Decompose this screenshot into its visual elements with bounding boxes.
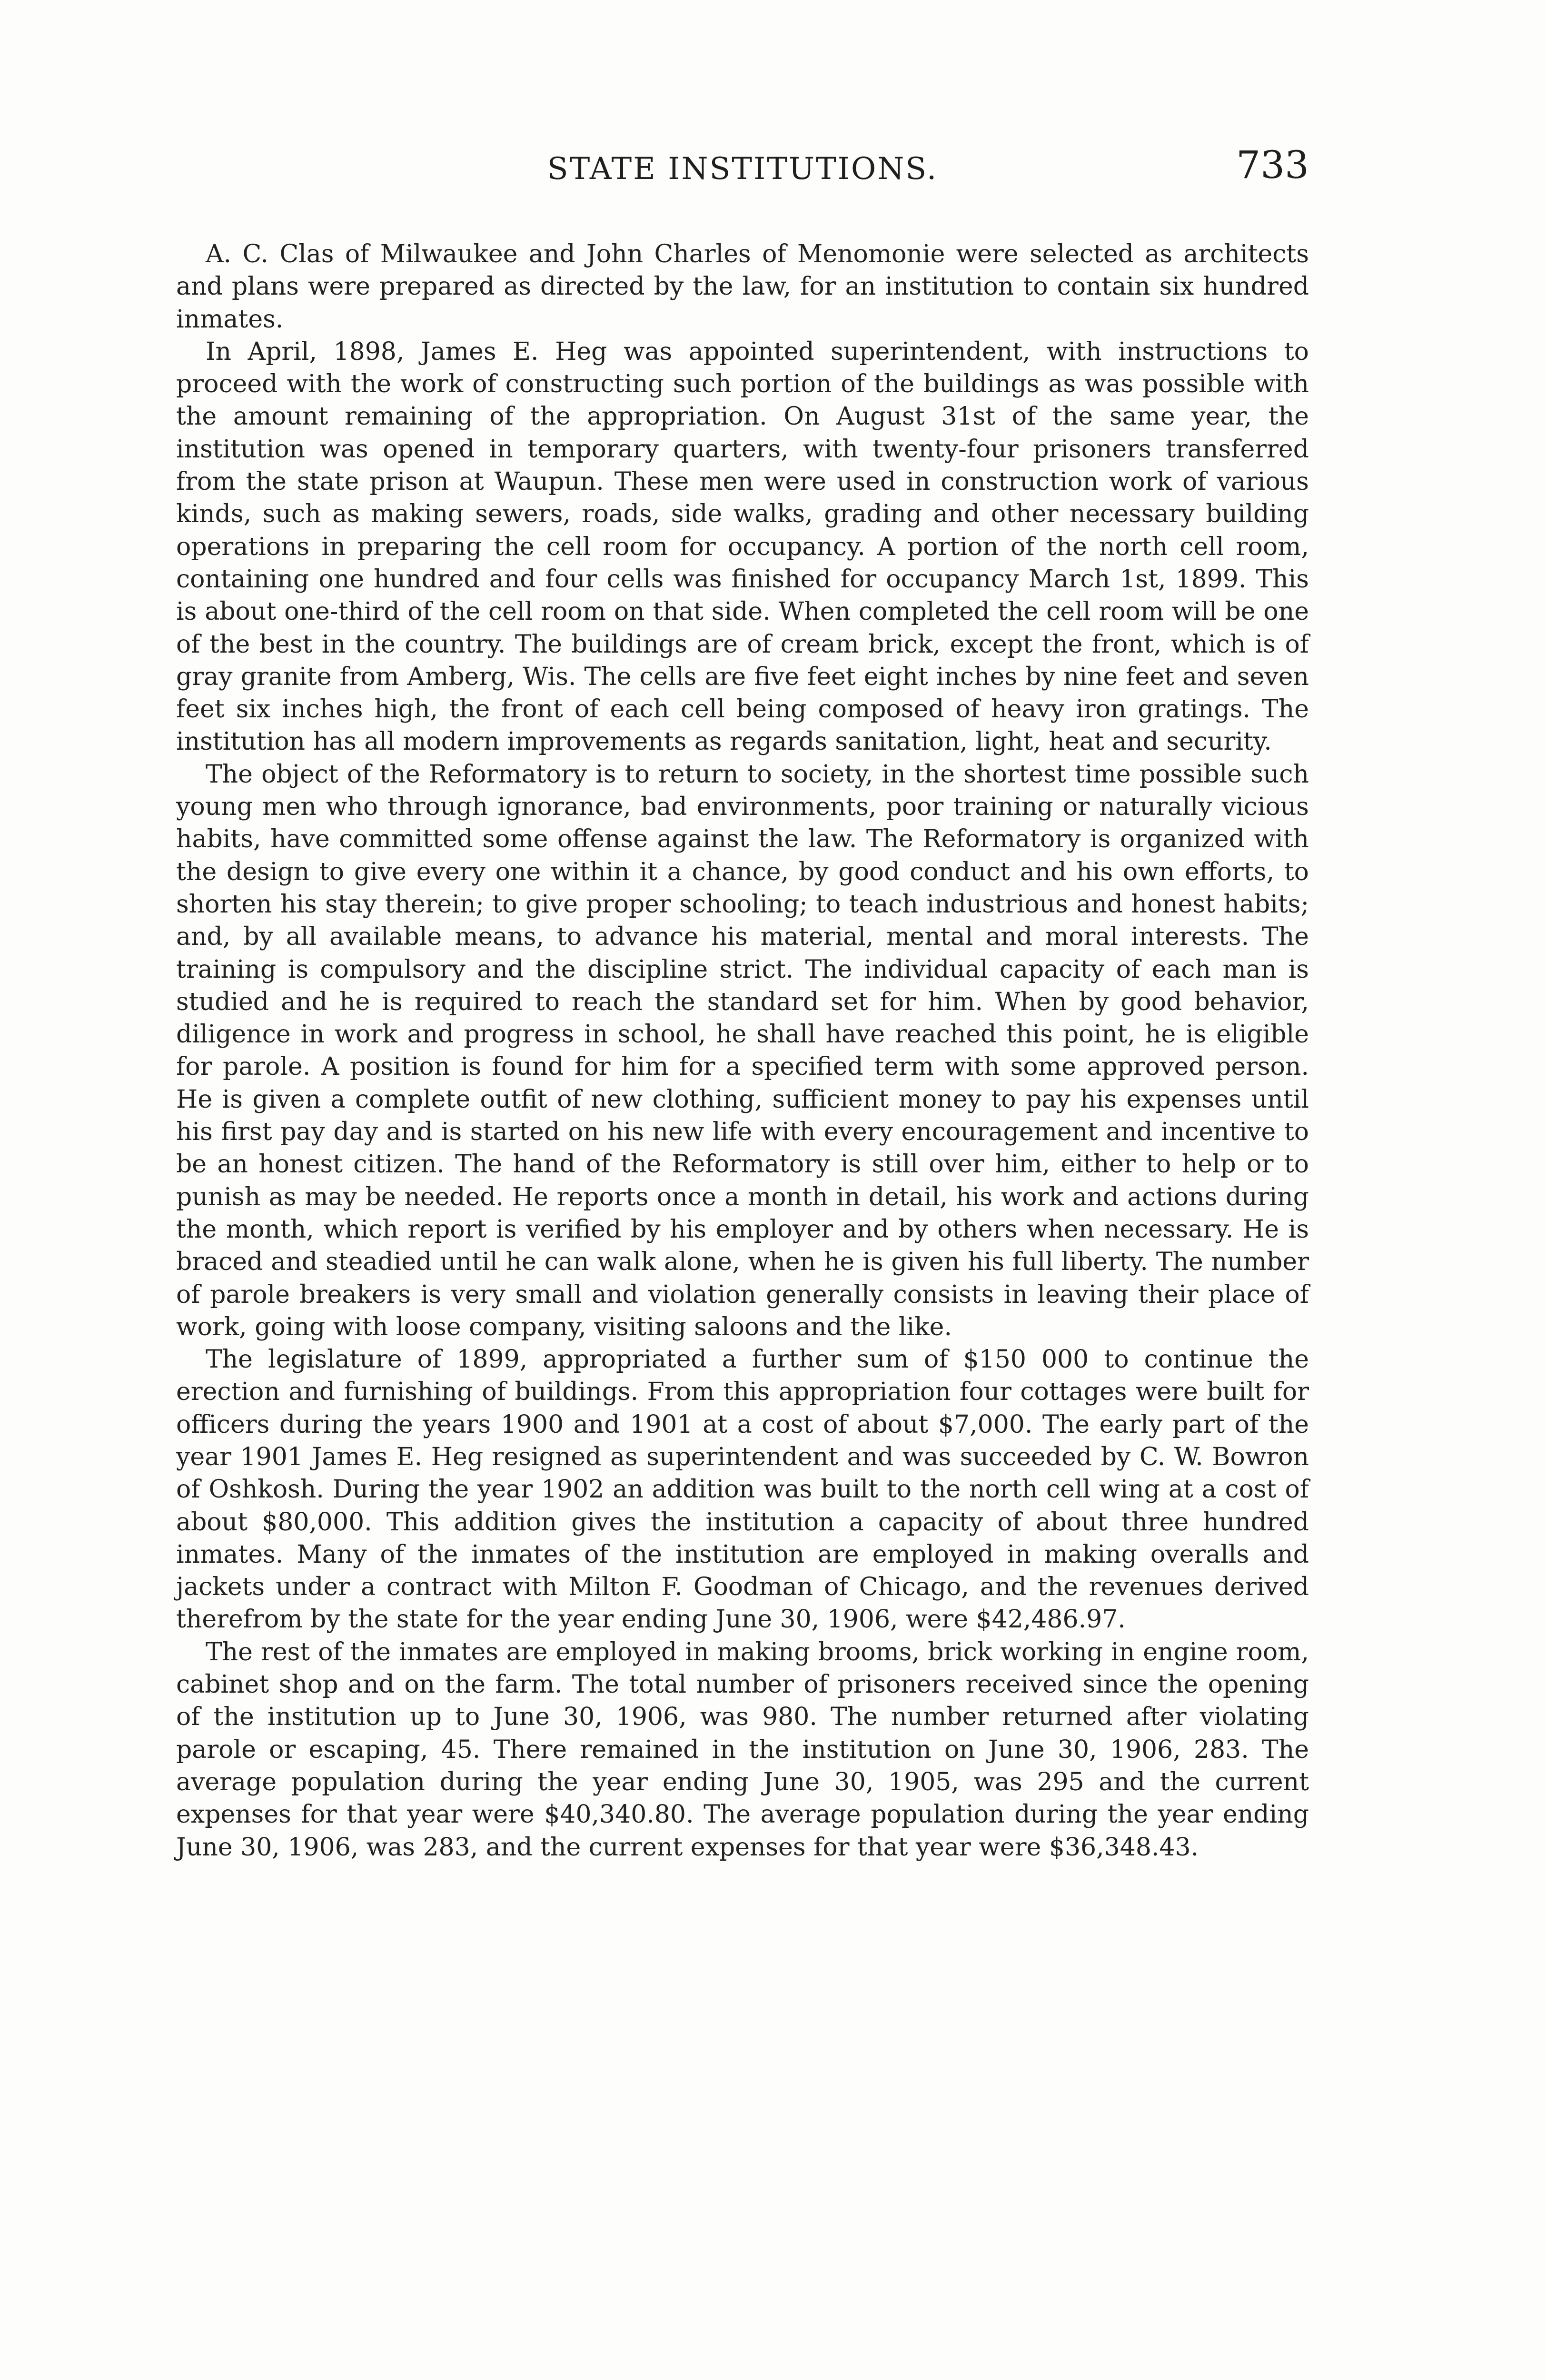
- paragraph-construction: In April, 1898, James E. Heg was appointed superintendent, with instructions to proceed with the work of constructing such portion of the buildings as was possible with the amount remaining of the appropriation. On August 31st of the same year, the institution was opened in temporary quarters, with twenty-four prisoners transferred from the state prison at Waupun. These men were used in construction work of various kinds, such as making sewers, roads, side walks, grading and other necessary building operations in preparing the cell room for occupancy. A portion of the north cell room, containing one hundred and four cells was finished for occupancy March 1st, 1899. This is about one-third of the cell room on that side. When completed the cell room will be one of the best in the country. The buildings are of cream brick, except the front, which is of gray granite from Amberg, Wis. The cells are five feet eight inches by nine feet and seven feet six inches high, the front of each cell being composed of heavy iron gratings. The institution has all modern improvements as regards sanitation, light, heat and security.: [176, 337, 1309, 756]
- page-header: [176, 143, 1309, 200]
- paragraph-architects: A. C. Clas of Milwaukee and John Charles of Menomonie were selected as architects and plans were prepared as directed by the law, for an institution to contain six hundred inmates.: [176, 240, 1309, 334]
- paragraph-inmates-statistics: The rest of the inmates are employed in making brooms, brick working in engine room, cabinet shop and on the farm. The total number of prisoners received since the opening of the institution up to June 30, 1906, was 980. The number returned after violating parole or escaping, 45. There remained in the institution on June 30, 1906, 283. The average population during the year ending June 30, 1905, was 295 and the current expenses for that year were $40,340.80. The average population during the year ending June 30, 1906, was 283, and the current expenses for that year were $36,348.43.: [176, 1637, 1309, 1862]
- paragraph-legislature-1899: The legislature of 1899, appropriated a further sum of $150 000 to continue the erection and furnishing of buildings. From this appropriation four cottages were built for officers during the years 1900 and 1901 at a cost of about $7,000. The early part of the year 1901 James E. Heg resigned as superintendent and was succeeded by C. W. Bowron of Oshkosh. During the year 1902 an addition was built to the north cell wing at a cost of about $80,000. This addition gives the institution a capacity of about three hundred inmates. Many of the inmates of the institution are employed in making overalls and jackets under a contract with Milton F. Goodman of Chicago, and the revenues derived therefrom by the state for the year ending June 30, 1906, were $42,486.97.: [176, 1345, 1309, 1634]
- running-title: STATE INSTITUTIONS.: [547, 151, 938, 187]
- body-text: [176, 238, 1309, 1864]
- page-number: 733: [1236, 143, 1309, 187]
- paragraph-object-of-reformatory: The object of the Reformatory is to return to society, in the shortest time possible such young men who through ignorance, bad environments, poor training or naturally vicious habits, have committed some offense against the law. The Reformatory is organized with the design to give every one within it a chance, by good conduct and his own efforts, to shorten his stay therein; to give proper schooling; to teach industrious and honest habits; and, by all available means, to advance his material, mental and moral interests. The training is compulsory and the discipline strict. The individual capacity of each man is studied and he is required to reach the standard set for him. When by good behavior, diligence in work and progress in school, he shall have reached this point, he is eligible for parole. A position is found for him for a specified term with some approved person. He is given a complete outfit of new clothing, sufficient money to pay his expenses until his first pay day and is started on his new life with every encouragement and incentive to be an honest citizen. The hand of the Reformatory is still over him, either to help or to punish as may be needed. He reports once a month in detail, his work and actions during the month, which report is verified by his employer and by others when necessary. He is braced and steadied until he can walk alone, when he is given his full liberty. The number of parole breakers is very small and violation generally consists in leaving their place of work, going with loose company, visiting saloons and the like.: [176, 760, 1309, 1341]
